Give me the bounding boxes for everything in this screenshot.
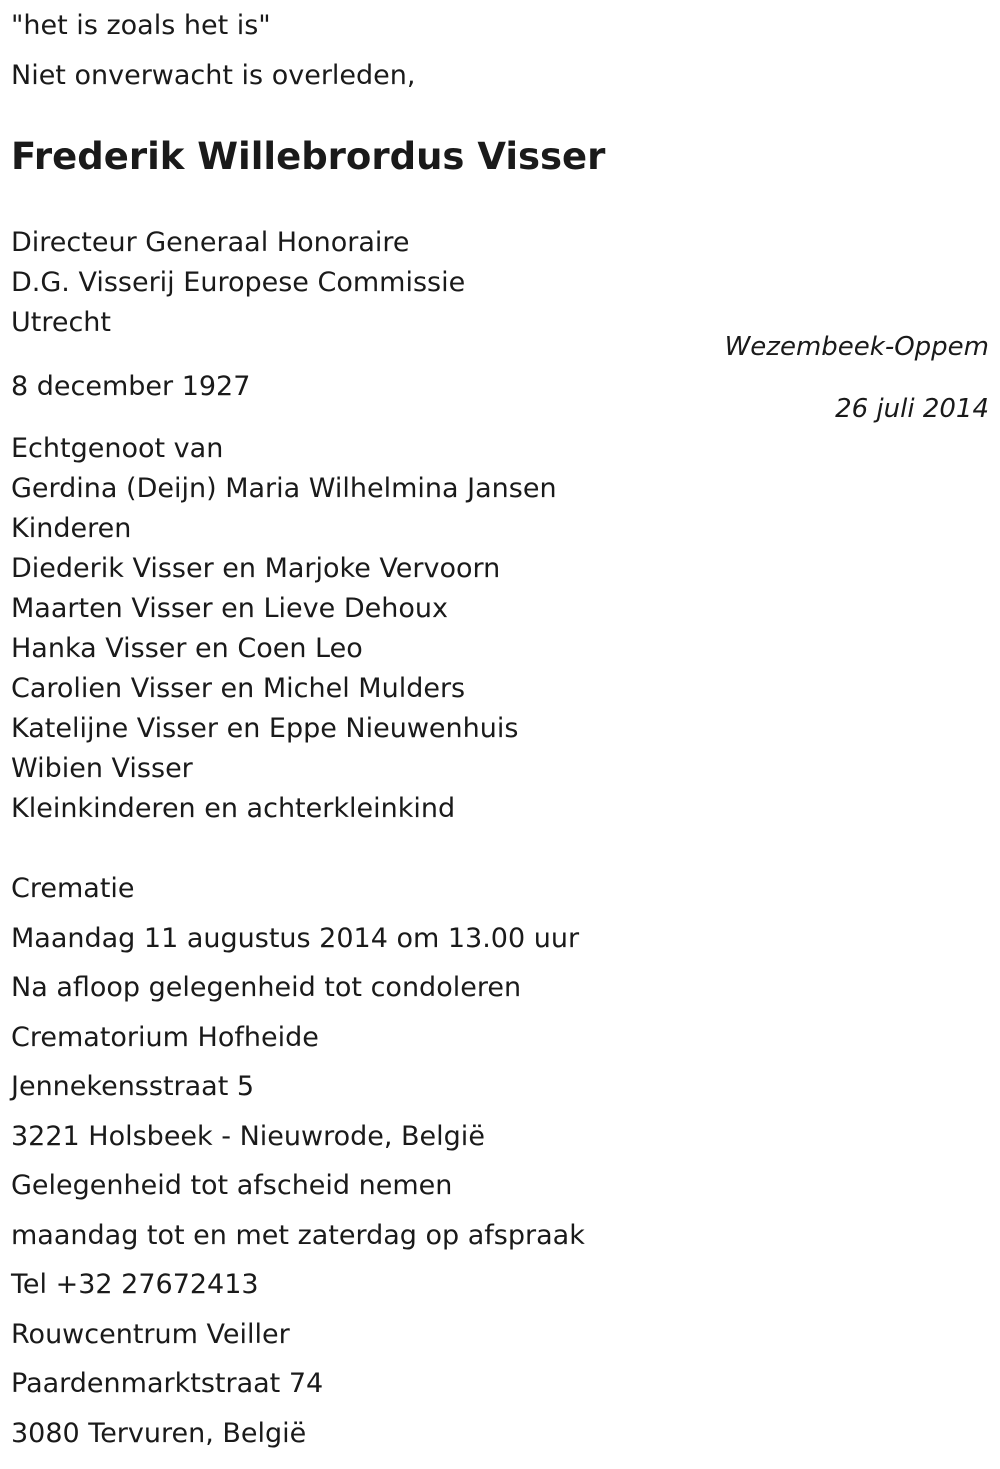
death-place: Wezembeek-Oppem [724,332,989,362]
title-line: D.G. Visserij Europese Commissie [11,267,466,298]
deceased-name: Frederik Willebrordus Visser [11,135,606,178]
family-line: Kinderen [11,513,132,544]
ceremony-line: Na afloop gelegenheid tot condoleren [11,972,522,1003]
ceremony-line: Paardenmarktstraat 74 [11,1368,324,1399]
family-line: Gerdina (Deijn) Maria Wilhelmina Jansen [11,473,557,504]
family-line: Maarten Visser en Lieve Dehoux [11,593,448,624]
title-line: Utrecht [11,307,112,338]
ceremony-line: 3221 Holsbeek - Nieuwrode, België [11,1121,485,1152]
family-line: Katelijne Visser en Eppe Nieuwenhuis [11,713,519,744]
title-line: Directeur Generaal Honoraire [11,227,410,258]
family-line: Kleinkinderen en achterkleinkind [11,793,456,824]
ceremony-line: Rouwcentrum Veiller [11,1319,290,1350]
family-line: Wibien Visser [11,753,193,784]
death-date: 26 juli 2014 [835,394,989,424]
ceremony-line: maandag tot en met zaterdag op afspraak [11,1220,585,1251]
family-line: Hanka Visser en Coen Leo [11,633,363,664]
family-line: Echtgenoot van [11,433,224,464]
ceremony-line: Maandag 11 augustus 2014 om 13.00 uur [11,923,580,954]
intro-text: Niet onverwacht is overleden, [11,60,416,91]
family-line: Diederik Visser en Marjoke Vervoorn [11,553,501,584]
ceremony-line: 3080 Tervuren, België [11,1418,307,1449]
birth-date: 8 december 1927 [11,371,251,402]
motto: "het is zoals het is" [11,10,271,41]
ceremony-line: Crematie [11,873,135,904]
ceremony-line: Jennekensstraat 5 [11,1071,255,1102]
family-line: Carolien Visser en Michel Mulders [11,673,466,704]
ceremony-line: Crematorium Hofheide [11,1022,319,1053]
ceremony-line: Tel +32 27672413 [11,1269,259,1300]
ceremony-line: Gelegenheid tot afscheid nemen [11,1170,453,1201]
